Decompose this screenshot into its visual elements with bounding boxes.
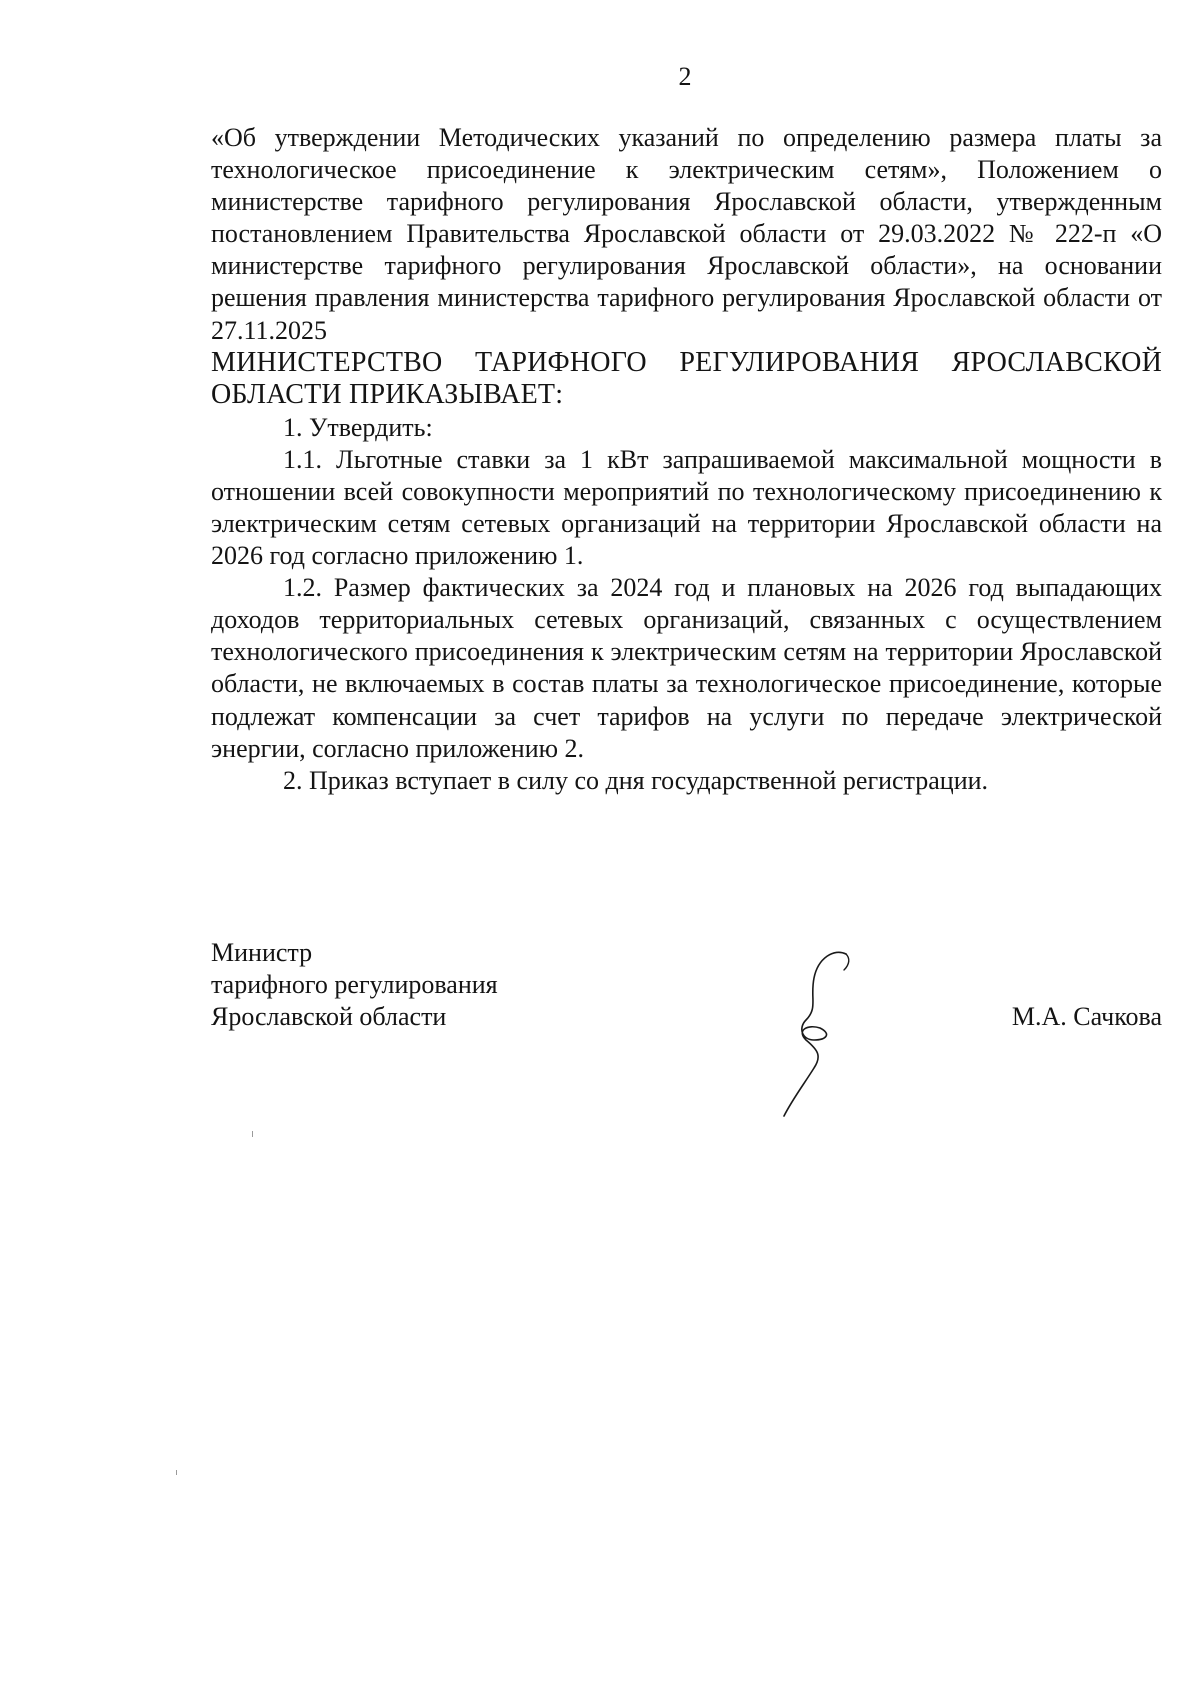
page-number: 2 [678, 62, 692, 91]
signature-block [211, 937, 1162, 1033]
scan-speck [252, 1131, 253, 1137]
order-item-1-1: 1.1. Льготные ставки за 1 кВт запрашиваемой максимальной мощности в отношении всей совокупности мероприятий по технологическому присоединению к электрическим сетям сетевых организаций на территории Ярославской области на 2026 год согласно приложению 1. [211, 444, 1162, 571]
order-item-1-2: 1.2. Размер фактических за 2024 год и плановых на 2026 год выпадающих доходов территориальных сетевых организаций, связанных с осуществлением технологического присоединения к электрическим сетям на территории Ярославской области, не включаемых в состав платы за технологическое присоединение, которые подлежат компенсации за счет тарифов на услуги по передаче электрической энергии, согласно приложению 2. [211, 573, 1162, 763]
handwritten-signature [778, 948, 878, 1118]
order-statement: МИНИСТЕРСТВО ТАРИФНОГО РЕГУЛИРОВАНИЯ ЯРОСЛАВСКОЙ ОБЛАСТИ ПРИКАЗЫВАЕТ: [211, 346, 1162, 411]
order-item-2: 2. Приказ вступает в силу со дня государственной регистрации. [283, 765, 989, 795]
signatory-title-line: Ярославской области [211, 1002, 447, 1031]
signatory-title-line: Министр [211, 938, 313, 967]
order-item-1: 1. Утвердить: [283, 412, 433, 442]
signatory-title-line: тарифного регулирования [211, 970, 498, 999]
intro-paragraph: «Об утверждении Методических указаний по определению размера платы за технологическое присоединение к электрическим сетям», Положением о министерстве тарифного регулирования Ярославской области, утвержденным постановлением Правительства Ярославской области от 29.03.2022 № 222-п «О министерстве тарифного регулирования Ярославской области», на основании решения правления министерства тарифного регулирования Ярославской области от 27.11.2025 [211, 123, 1162, 345]
scan-speck [176, 1470, 177, 1475]
document-body [211, 122, 1162, 797]
signatory-name: М.А. Сачкова [1011, 1002, 1162, 1031]
